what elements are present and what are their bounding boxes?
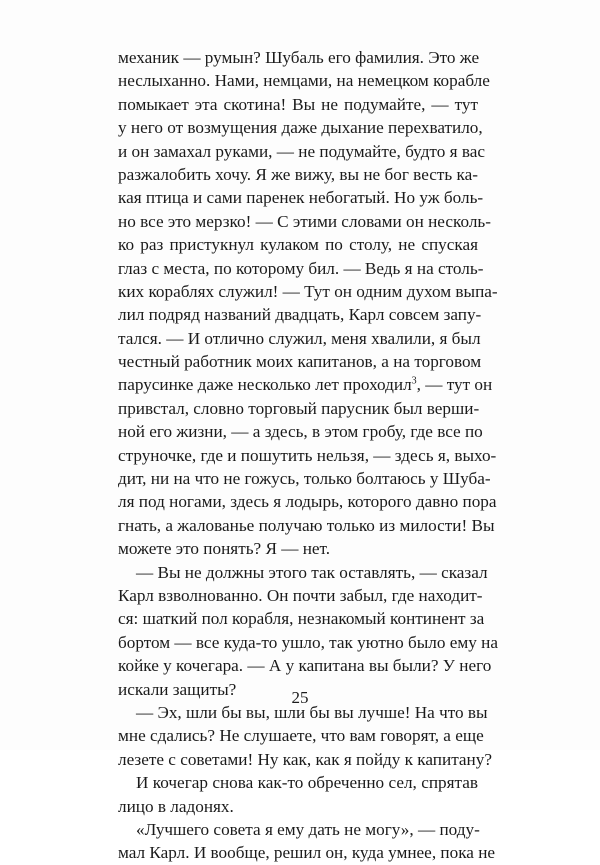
text-line (118, 303, 482, 326)
text-line-content: гнать, а жалованье получаю только из милости! Вы (118, 515, 495, 535)
text-line (118, 444, 497, 467)
text-line-content: мал Карл. И вообще, решил он, куда умнее, пока не (118, 843, 496, 863)
text-line-content: у него от возмущения даже дыхание перехватило, (118, 118, 483, 138)
text-line (118, 140, 485, 163)
text-line-content: глаз с места, по которому бил. — Ведь я на столь- (118, 258, 484, 278)
text-line (118, 771, 478, 794)
text-line (118, 537, 478, 560)
text-line-content: И кочегар снова как-то обреченно сел, спрятав (136, 773, 478, 793)
text-line-content: но все это мерзко! — С этими словами он несколь- (118, 211, 491, 231)
text-line-content: кая птица и сами паренек небогатый. Но уж боль- (118, 188, 484, 208)
text-line-content: — Эх, шли бы вы, шли бы вы лучше! На что вы (136, 702, 488, 722)
text-line-content: неслыханно. Нами, немцами, на немецком корабле (118, 71, 490, 91)
text-line (118, 350, 482, 373)
text-line-content: мне сдались? Не слушаете, что вам говорят, а еще (118, 726, 484, 746)
page-number: 25 (291, 688, 309, 707)
text-line (118, 46, 478, 69)
text-line-content: — Вы не должны этого так оставлять, — сказал (136, 562, 488, 582)
text-line (118, 654, 492, 677)
text-line-content: парусинке даже несколько лет проходил (118, 375, 412, 395)
text-line-continuation: , — тут он (416, 375, 493, 395)
text-line-content: койке у кочегара. — А у капитана вы были? У него (118, 656, 492, 676)
text-line-content: тался. — И отлично служил, меня хвалили, я был (118, 328, 481, 348)
text-line-content: лицо в ладонях. (118, 796, 234, 816)
text-line-content: можете это понять? Я — нет. (118, 539, 331, 559)
text-line-content: ких кораблях служил! — Тут он одним духом выпа- (118, 281, 498, 301)
text-line-content: ся: шаткий пол корабля, незнакомый континент за (118, 609, 485, 629)
text-line-content: привстал, словно торговый парусник был верши- (118, 398, 480, 418)
text-line-content: дит, ни на что не гожусь, только болтаюсь у Шуба- (118, 469, 491, 489)
text-line-content: ля под ногами, здесь я лодырь, которого давно пора (118, 492, 497, 512)
footnote-reference: 3 (411, 375, 417, 387)
text-line (118, 514, 495, 537)
text-line-content: помыкает эта скотина! Вы не подумайте, — тут (118, 94, 478, 114)
text-line-content: разжалобить хочу. Я же вижу, вы не бог весть ка- (118, 164, 478, 184)
text-line-content: лезете с советами! Ну как, как я пойду к капитану? (118, 749, 492, 769)
text-line-content: «Лучшего совета я ему дать не могу», — поду- (136, 819, 480, 839)
text-line (118, 607, 485, 630)
text-line-content: и он замахал руками, — не подумайте, будто я вас (118, 141, 485, 161)
text-line (118, 724, 484, 747)
text-line (118, 467, 491, 490)
text-line (118, 186, 484, 209)
text-line (118, 233, 478, 256)
text-line (118, 818, 478, 841)
text-line (118, 490, 497, 513)
text-line-content: Карл взволнованно. Он почти забыл, где находит- (118, 585, 483, 605)
text-line (118, 163, 478, 186)
text-line (118, 93, 478, 116)
text-line (118, 631, 498, 654)
text-line (118, 420, 483, 443)
text-line-content: механик — румын? Шубаль его фамилия. Это же (118, 48, 480, 67)
text-line-content: ко раз пристукнул кулаком по столу, не спуская (118, 235, 478, 255)
text-line (118, 795, 478, 818)
text-line-content: бортом — все куда-то ушло, так уютно было ему на (118, 632, 498, 652)
text-line (118, 327, 481, 350)
text-line (118, 69, 490, 92)
text-line (118, 561, 488, 584)
text-line (118, 748, 492, 771)
text-line (118, 584, 483, 607)
text-line-content: честный работник моих капитанов, а на торговом (118, 352, 482, 372)
text-line (118, 210, 491, 233)
text-line-content: ной его жизни, — а здесь, в этом гробу, где все по (118, 422, 483, 442)
body-text (118, 46, 498, 865)
text-line-content: лил подряд названий двадцать, Карл совсем запу- (118, 305, 482, 325)
text-line (118, 373, 493, 396)
text-line (118, 397, 478, 420)
text-line (118, 841, 496, 864)
text-line (118, 280, 498, 303)
text-line-content: струночке, где и пошутить нельзя, — здесь я, выхо- (118, 445, 497, 465)
text-line (118, 257, 484, 280)
text-line-content: искали защиты? (118, 679, 237, 699)
text-line (118, 116, 483, 139)
